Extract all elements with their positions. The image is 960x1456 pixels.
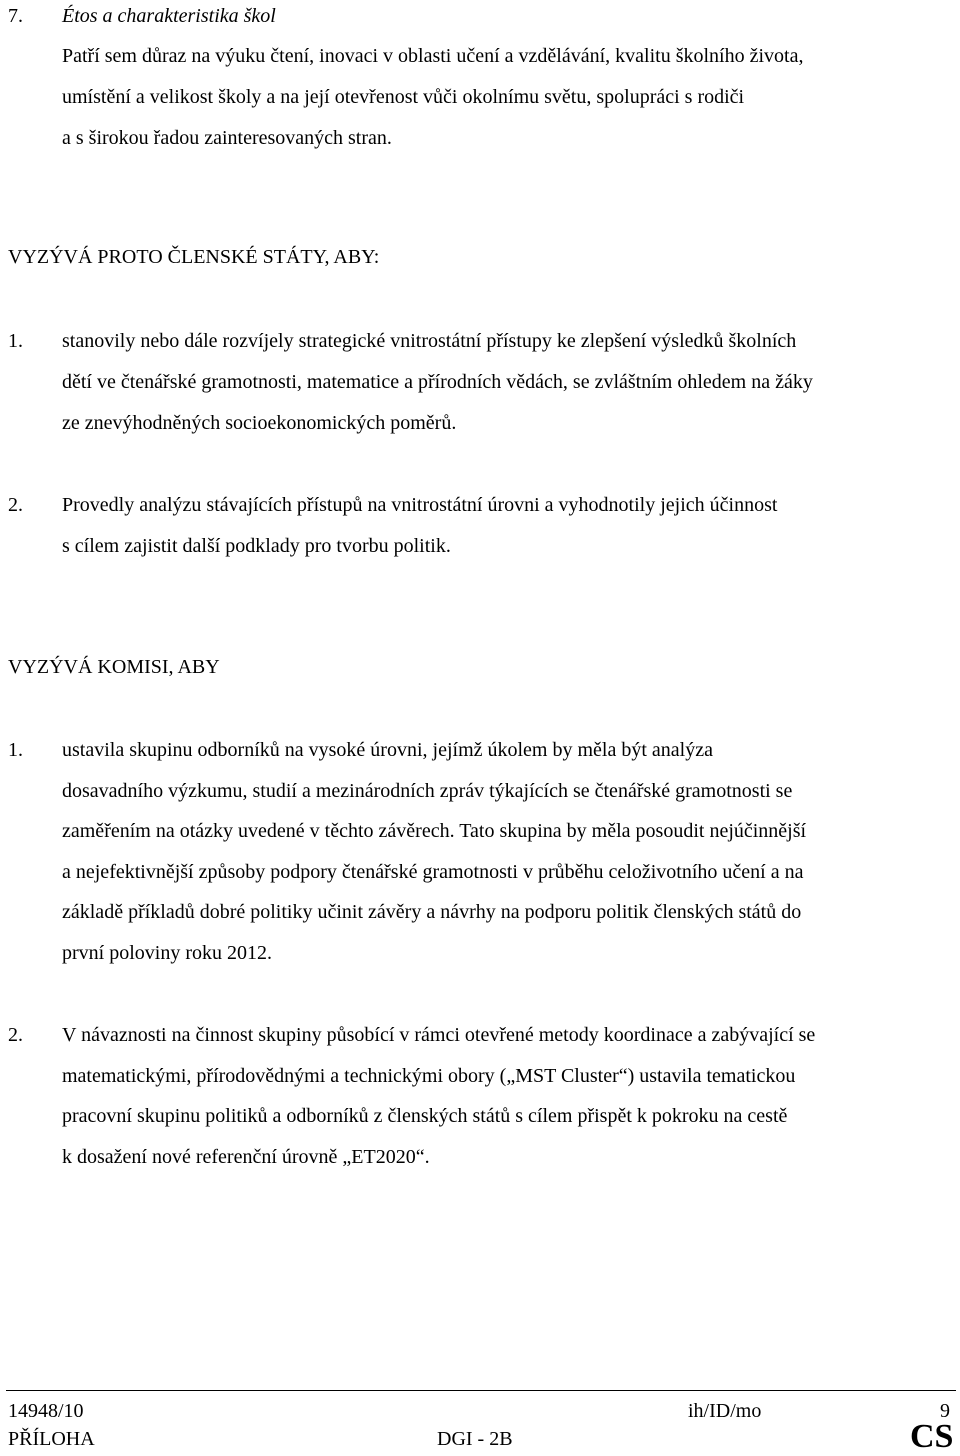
item-text-line: k dosažení nové referenční úrovně „ET2020“. <box>62 1146 430 1168</box>
item-text-line: základě příkladů dobré politiky učinit závěry a návrhy na podporu politik členských států do <box>62 901 802 923</box>
call-states-heading: VYZÝVÁ PROTO ČLENSKÉ STÁTY, ABY: <box>8 246 380 268</box>
item-number: 2. <box>8 494 23 516</box>
item-number: 2. <box>8 1024 23 1046</box>
item-text-line: Provedly analýzu stávajících přístupů na vnitrostátní úrovni a vyhodnotily jejich účinnost <box>62 494 778 516</box>
section-heading: Étos a charakteristika škol <box>62 5 276 27</box>
footer-annex: PŘÍLOHA <box>8 1428 95 1450</box>
footer-initials: ih/ID/mo <box>688 1400 762 1422</box>
footer-dg: DGI - 2B <box>437 1428 513 1450</box>
item-text-line: pracovní skupinu politiků a odborníků z členských států s cílem přispět k pokroku na cestě <box>62 1105 788 1127</box>
item-text-line: matematickými, přírodovědnými a technickými obory („MST Cluster“) ustavila tematickou <box>62 1065 796 1087</box>
item-number: 1. <box>8 330 23 352</box>
footer-doc-number: 14948/10 <box>8 1400 84 1422</box>
section-text-line: umístění a velikost školy a na její otevřenost vůči okolnímu světu, spolupráci s rodiči <box>62 86 745 108</box>
footer-language-code: CS <box>910 1418 954 1455</box>
item-number: 1. <box>8 739 23 761</box>
item-text-line: zaměřením na otázky uvedené v těchto závěrech. Tato skupina by měla posoudit nejúčinnější <box>62 820 807 842</box>
section-text-line: a s širokou řadou zainteresovaných stran. <box>62 127 392 149</box>
item-text-line: dětí ve čtenářské gramotnosti, matematice a přírodních vědách, se zvláštním ohledem na žáky <box>62 371 813 393</box>
item-text-line: a nejefektivnější způsoby podpory čtenářské gramotnosti v průběhu celoživotního učení a na <box>62 861 804 883</box>
item-text-line: dosavadního výzkumu, studií a mezinárodních zpráv týkajících se čtenářské gramotnosti se <box>62 780 793 802</box>
call-commission-heading: VYZÝVÁ KOMISI, ABY <box>8 656 220 678</box>
footer-divider <box>6 1390 956 1391</box>
section-number: 7. <box>8 5 23 27</box>
item-text-line: ustavila skupinu odborníků na vysoké úrovni, jejímž úkolem by měla být analýza <box>62 739 713 761</box>
item-text-line: ze znevýhodněných socioekonomických poměrů. <box>62 412 457 434</box>
item-text-line: první poloviny roku 2012. <box>62 942 272 964</box>
item-text-line: s cílem zajistit další podklady pro tvorbu politik. <box>62 535 451 557</box>
item-text-line: stanovily nebo dále rozvíjely strategické vnitrostátní přístupy ke zlepšení výsledků školních <box>62 330 797 352</box>
footer-page-number: 9 <box>940 1400 950 1422</box>
section-text-line: Patří sem důraz na výuku čtení, inovaci v oblasti učení a vzdělávání, kvalitu školního života, <box>62 45 804 67</box>
item-text-line: V návaznosti na činnost skupiny působící v rámci otevřené metody koordinace a zabývající se <box>62 1024 816 1046</box>
